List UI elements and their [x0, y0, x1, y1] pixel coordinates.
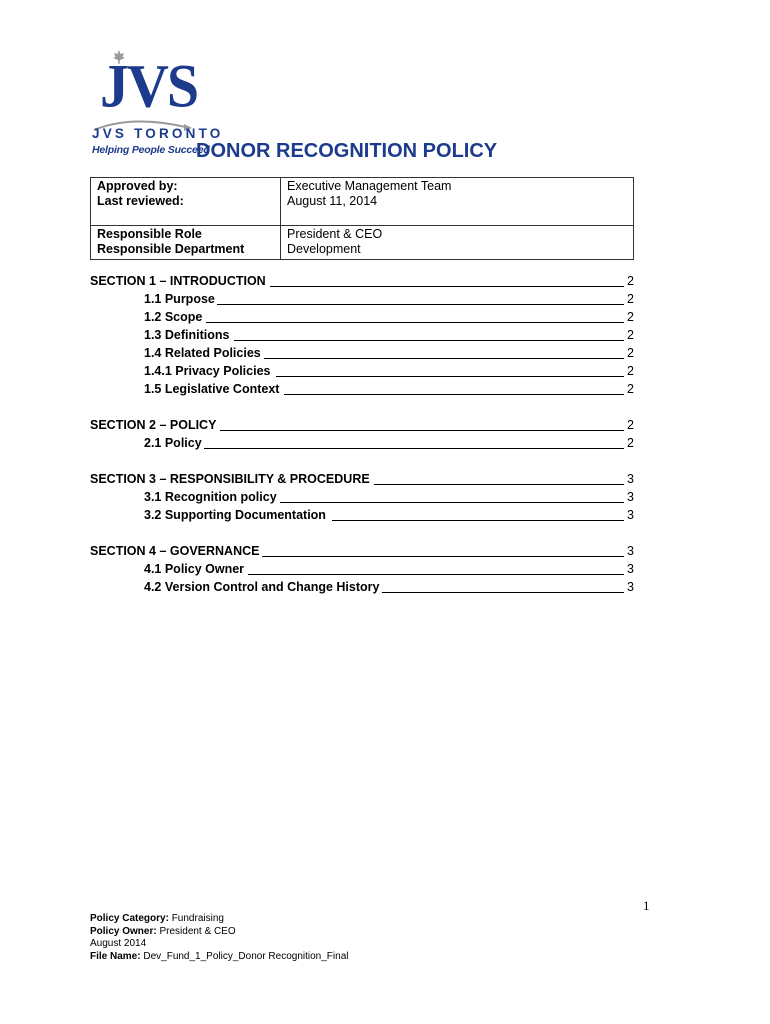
approval-values [281, 178, 634, 226]
toc-entry[interactable] [90, 326, 634, 344]
toc-entry[interactable] [90, 488, 634, 506]
toc-entry-page: 3 [627, 544, 634, 558]
approved-by-value: Executive Management Team [287, 179, 452, 193]
logo-mark: JVS [100, 51, 198, 121]
footer-category-value: Fundraising [171, 913, 224, 924]
footer-owner-label: Policy Owner: [90, 925, 157, 937]
approval-row [91, 178, 634, 226]
toc-entry[interactable] [90, 272, 634, 290]
org-name: JVS TORONTO [92, 126, 224, 141]
toc-entry-text: 4.2 Version Control and Change History [144, 580, 380, 594]
toc-entry-text: SECTION 2 – POLICY [90, 418, 217, 432]
toc-entry-page: 2 [627, 364, 634, 378]
toc-entry-page: 3 [627, 562, 634, 576]
toc-entry-text: 1.4 Related Policies [144, 346, 261, 360]
toc-entry[interactable] [90, 416, 634, 434]
toc-entry[interactable] [90, 380, 634, 398]
footer-file-label: File Name: [90, 950, 141, 962]
footer-file [90, 951, 348, 964]
toc-entry[interactable] [90, 470, 634, 488]
approval-labels [91, 178, 281, 226]
toc-entry-page: 3 [627, 490, 634, 504]
toc-entry-text: 1.2 Scope [144, 310, 203, 324]
toc-entry-text: 2.1 Policy [144, 436, 202, 450]
toc-entry[interactable] [90, 434, 634, 452]
responsible-role-value: President & CEO [287, 227, 383, 241]
toc-entry-page: 2 [627, 418, 634, 432]
responsible-department-value: Development [287, 242, 361, 256]
toc-entry-text: 4.1 Policy Owner [144, 562, 245, 576]
responsibility-labels [91, 226, 281, 260]
footer-file-value: Dev_Fund_1_Policy_Donor Recognition_Final [143, 950, 349, 962]
toc-entry-page: 2 [627, 274, 634, 288]
toc-entry-text: 1.1 Purpose [144, 292, 215, 306]
policy-info-table [90, 177, 634, 260]
toc-entry-page: 2 [627, 382, 634, 396]
toc-entry[interactable] [90, 344, 634, 362]
toc-entry-page: 2 [627, 310, 634, 324]
toc-entry[interactable] [90, 308, 634, 326]
document-footer [90, 913, 348, 963]
toc-entry[interactable] [90, 560, 634, 578]
last-reviewed-value: August 11, 2014 [287, 194, 378, 208]
toc-entry-page: 3 [627, 508, 634, 522]
responsibility-row [91, 226, 634, 260]
footer-date: August 2014 [90, 938, 147, 949]
toc-entry-page: 2 [627, 436, 634, 450]
tagline: Helping People Succeed [92, 144, 210, 156]
jvs-logo [92, 44, 224, 164]
toc-entry-text: 1.5 Legislative Context [144, 382, 280, 396]
responsibility-values [281, 226, 634, 260]
toc-entry-text: 1.4.1 Privacy Policies [144, 364, 271, 378]
toc-entry-text: SECTION 3 – RESPONSIBILITY & PROCEDURE [90, 472, 370, 486]
footer-owner [90, 926, 348, 939]
toc-entry-page: 3 [627, 580, 634, 594]
toc-entry-text: SECTION 1 – INTRODUCTION [90, 274, 266, 288]
document-title: DONOR RECOGNITION POLICY [196, 140, 498, 162]
toc-entry[interactable] [90, 542, 634, 560]
toc-entry-page: 3 [627, 472, 634, 486]
footer-owner-value: President & CEO [159, 925, 236, 937]
toc-entry-text: SECTION 4 – GOVERNANCE [90, 544, 260, 558]
toc-entry-page: 2 [627, 292, 634, 306]
toc-entry-page: 2 [627, 328, 634, 342]
toc-entry[interactable] [90, 290, 634, 308]
footer-category-label: Policy Category: [90, 913, 169, 924]
responsible-role-label: Responsible Role [97, 227, 202, 241]
footer-category [90, 913, 348, 926]
responsible-department-label: Responsible Department [97, 242, 245, 256]
toc-entry[interactable] [90, 506, 634, 524]
toc-entry-text: 1.3 Definitions [144, 328, 230, 342]
toc-entry-text: 3.2 Supporting Documentation [144, 508, 326, 522]
toc-entry[interactable] [90, 578, 634, 596]
toc-entry-text: 3.1 Recognition policy [144, 490, 277, 504]
toc-entry[interactable] [90, 362, 634, 380]
toc-entry-page: 2 [627, 346, 634, 360]
approved-by-label: Approved by: [97, 179, 178, 193]
last-reviewed-label: Last reviewed: [97, 194, 184, 208]
page-number: 1 [643, 898, 650, 913]
